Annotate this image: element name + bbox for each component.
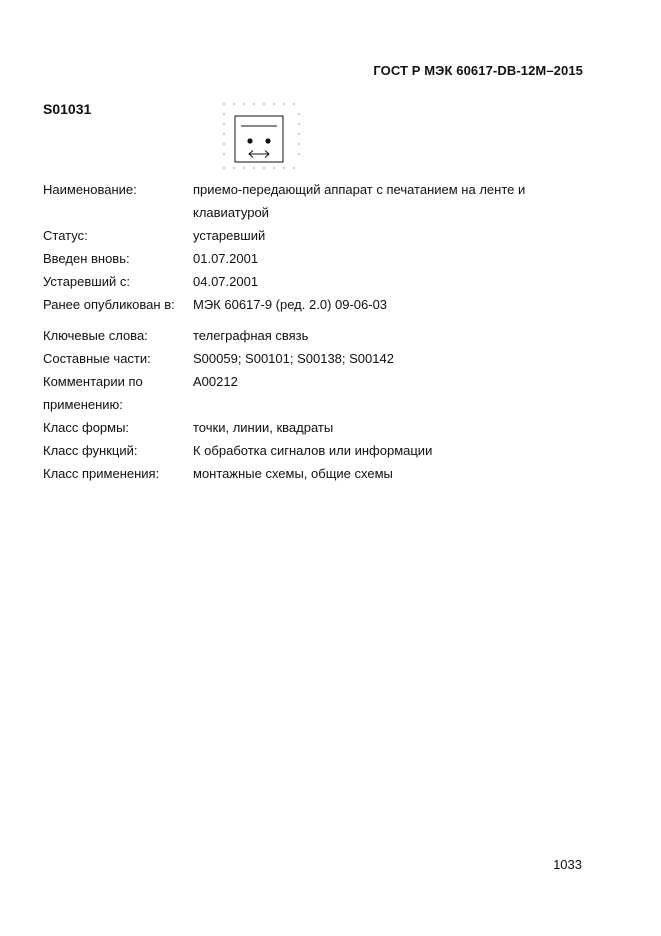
- field-value: телеграфная связь: [193, 328, 309, 343]
- field-application-class: [43, 462, 583, 485]
- field-status: [43, 224, 583, 247]
- field-label: Наименование:: [43, 182, 137, 197]
- field-name: [43, 178, 583, 224]
- field-components: [43, 347, 583, 370]
- field-function-class: [43, 439, 583, 462]
- field-published: [43, 293, 583, 316]
- field-label: [43, 370, 193, 416]
- symbol-double-arrow: [249, 151, 269, 158]
- symbol-square: [235, 116, 283, 162]
- symbol-dot-right: [265, 138, 270, 143]
- field-group-gap: [43, 316, 583, 324]
- field-obsolete: [43, 270, 583, 293]
- field-label: Устаревший с:: [43, 274, 130, 289]
- field-label: Класс функций:: [43, 443, 138, 458]
- field-label: Ранее опубликован в:: [43, 297, 175, 312]
- field-value: [193, 178, 583, 224]
- symbol-fields: [43, 178, 583, 485]
- field-label-line: применению:: [43, 397, 123, 412]
- field-label: Класс формы:: [43, 420, 130, 435]
- field-value: МЭК 60617-9 (ред. 2.0) 09-06-03: [193, 297, 388, 312]
- field-value: A00212: [193, 374, 238, 389]
- field-label: Статус:: [43, 228, 88, 243]
- field-value-line: приемо-передающий аппарат с печатанием на ленте и: [193, 182, 526, 197]
- field-value: устаревший: [193, 228, 266, 243]
- symbol-graphic: [220, 100, 304, 172]
- field-value: 04.07.2001: [193, 274, 259, 289]
- field-comments: [43, 370, 583, 416]
- field-label: Ключевые слова:: [43, 328, 148, 343]
- page-number: 1033: [553, 857, 582, 872]
- field-shape-class: [43, 416, 583, 439]
- standard-code: ГОСТ Р МЭК 60617-DB-12M–2015: [373, 63, 583, 78]
- field-value: точки, линии, квадраты: [193, 420, 334, 435]
- field-value: К обработка сигналов или информации: [193, 443, 433, 458]
- field-label-line: Комментарии по: [43, 374, 143, 389]
- field-value: монтажные схемы, общие схемы: [193, 466, 393, 481]
- field-keywords: [43, 324, 583, 347]
- field-label: Введен вновь:: [43, 251, 130, 266]
- field-value: 01.07.2001: [193, 251, 259, 266]
- field-value-line: клавиатурой: [193, 205, 269, 220]
- field-value: S00059; S00101; S00138; S00142: [193, 351, 394, 366]
- field-introduced: [43, 247, 583, 270]
- symbol-id: S01031: [43, 101, 92, 117]
- symbol-dot-left: [247, 138, 252, 143]
- field-label: Составные части:: [43, 351, 151, 366]
- field-label: Класс применения:: [43, 466, 160, 481]
